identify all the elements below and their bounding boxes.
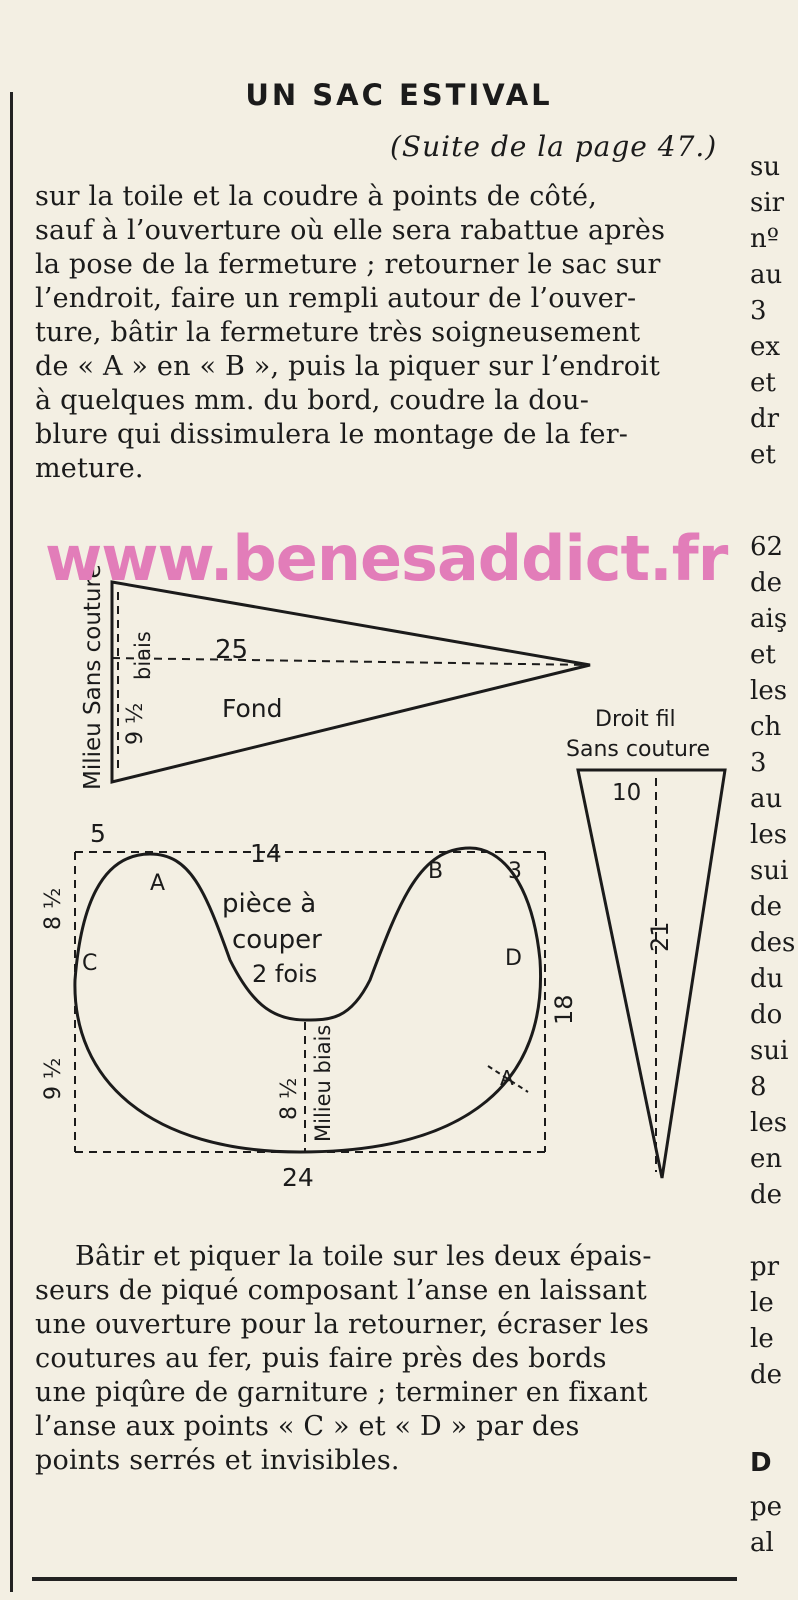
fond-center-line: [112, 658, 590, 665]
fragment: ex: [750, 332, 781, 362]
text-line: coutures au fer, puis faire près des bords: [35, 1343, 607, 1374]
handle-label-18: 18: [550, 994, 578, 1025]
text-line: l’endroit, faire un rempli autour de l’ouver-: [35, 283, 637, 314]
text-line: une piqûre de garniture ; terminer en fixant: [35, 1377, 648, 1408]
fragment: nº: [750, 224, 779, 254]
fragment: pe: [750, 1492, 783, 1522]
point-a-label: A: [150, 871, 166, 896]
handle-label-14: 14: [250, 839, 282, 868]
handle-label-5: 5: [90, 819, 106, 848]
fragment: du: [750, 964, 784, 994]
text-line: sur la toile et la coudre à points de côté,: [35, 181, 597, 212]
article-title: UN SAC ESTIVAL: [245, 78, 553, 112]
text-line: une ouverture pour la retourner, écraser les: [35, 1309, 650, 1340]
handle-label-8-5: 8 ½: [41, 887, 66, 930]
fragment: et: [750, 440, 776, 470]
text-line: meture.: [35, 453, 144, 484]
text-line: la pose de la fermeture ; retourner le sac sur: [35, 249, 661, 280]
point-c-label: C: [82, 951, 98, 976]
fragment: en: [750, 1144, 783, 1174]
handle-inner-label: 8 ½: [277, 1077, 302, 1120]
bottom-rule: [32, 1577, 737, 1581]
text-line: sauf à l’ouverture où elle sera rabattue après: [35, 215, 666, 246]
text-line: l’anse aux points « C » et « D » par des: [35, 1411, 580, 1442]
continued-note: (Suite de la page 47.): [390, 130, 718, 163]
fragment: les: [750, 1108, 788, 1138]
text-line: seurs de piqué composant l’anse en laissant: [35, 1275, 647, 1306]
fragment: au: [750, 260, 783, 290]
fragment: et: [750, 640, 776, 670]
point-b-label: B: [428, 859, 444, 884]
fragment: les: [750, 820, 788, 850]
fragment: aiş: [750, 604, 788, 634]
fond-side-label: Milieu Sans couture: [80, 564, 106, 790]
adjacent-column-fragments: [748, 150, 798, 1590]
note-line-3: 2 fois: [252, 960, 318, 988]
fragment: de: [750, 892, 783, 922]
strip-label-1: Droit fil: [595, 707, 676, 732]
fragment: D: [750, 1448, 772, 1478]
text-line: ture, bâtir la fermeture très soigneusement: [35, 317, 641, 348]
fragment: 3: [750, 748, 767, 778]
fragment: su: [750, 152, 781, 182]
fragment: al: [750, 1528, 774, 1558]
text-line: points serrés et invisibles.: [35, 1445, 400, 1476]
fragment: 3: [750, 296, 767, 326]
fond-length-label: 25: [215, 635, 249, 665]
fragment: le: [750, 1324, 774, 1354]
paragraph-1: [35, 180, 735, 486]
fragment: de: [750, 1360, 783, 1390]
fond-triangle: [112, 582, 590, 782]
handle-label-9-5: 9 ½: [41, 1057, 66, 1100]
fragment: et: [750, 368, 776, 398]
fragment: le: [750, 1288, 774, 1318]
fragment: dr: [750, 404, 780, 434]
note-line-2: couper: [232, 925, 322, 955]
fragment: les: [750, 676, 788, 706]
note-line-1: pièce à: [222, 889, 317, 919]
point-a2-label: A: [500, 1066, 514, 1090]
strip-triangle: [578, 770, 725, 1178]
point-d-label: D: [505, 946, 522, 971]
fragment: sir: [750, 188, 785, 218]
fragment: ch: [750, 712, 782, 742]
text-line: Bâtir et piquer la toile sur les deux épais-: [75, 1241, 652, 1272]
fragment: do: [750, 1000, 783, 1030]
text-line: à quelques mm. du bord, coudre la dou-: [35, 385, 590, 416]
fragment: 62: [750, 532, 784, 562]
handle-label-24: 24: [282, 1163, 314, 1192]
fragment: 8: [750, 1072, 767, 1102]
fragment: sui: [750, 1036, 789, 1066]
fragment: des: [750, 928, 796, 958]
fragment: sui: [750, 856, 789, 886]
fond-height-label: 9 ½: [123, 702, 148, 745]
strip-label-2: Sans couture: [566, 737, 711, 762]
pattern-diagram: [0, 560, 798, 1240]
text-line: de « A » en « B », puis la piquer sur l’endroit: [35, 351, 661, 382]
handle-milieu-label: Milieu biais: [311, 1024, 335, 1142]
text-line: blure qui dissimulera le montage de la fer-: [35, 419, 629, 450]
fragment: pr: [750, 1252, 780, 1282]
strip-width-label: 10: [612, 780, 642, 806]
fragment: de: [750, 1180, 783, 1210]
site-watermark: www.benesaddict.fr: [45, 522, 728, 595]
fond-biais-label: biais: [131, 631, 155, 680]
paragraph-2: [35, 1240, 735, 1478]
fragment: au: [750, 784, 783, 814]
handle-label-3: 3: [508, 859, 522, 884]
strip-length-label: 21: [646, 921, 674, 952]
fond-name-label: Fond: [222, 694, 283, 723]
fragment: de: [750, 568, 783, 598]
